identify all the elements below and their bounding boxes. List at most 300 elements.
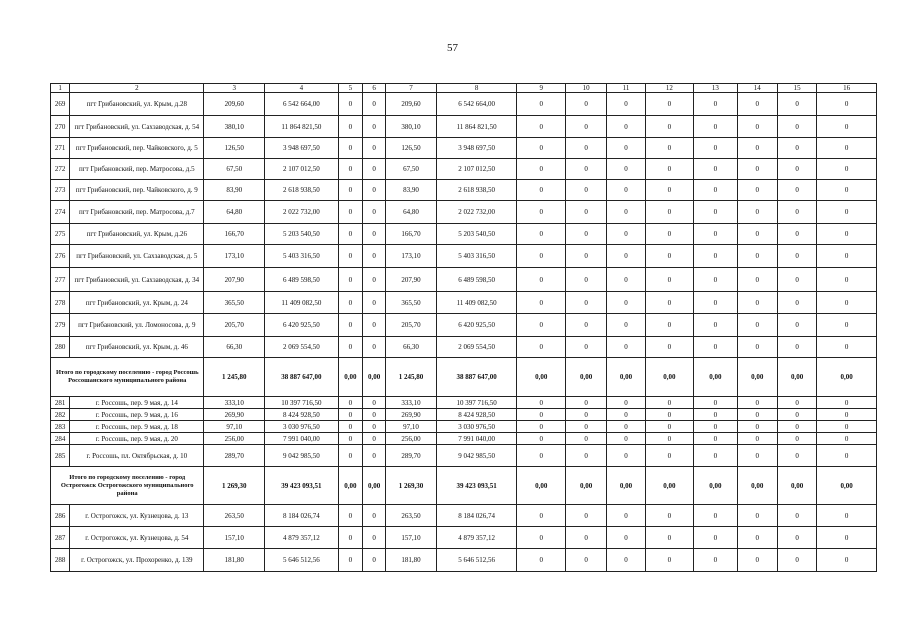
value-cell: 0 bbox=[694, 549, 737, 572]
value-cell: 0 bbox=[565, 159, 606, 180]
value-cell: 0 bbox=[645, 445, 693, 467]
table-row bbox=[51, 292, 877, 314]
value-cell: 6 489 598,50 bbox=[265, 268, 339, 292]
value-cell: 166,70 bbox=[386, 224, 436, 245]
value-cell: 0 bbox=[362, 549, 385, 572]
value-cell: 0 bbox=[362, 201, 385, 224]
subtotal-row bbox=[51, 358, 877, 397]
row-number-cell: 276 bbox=[51, 245, 70, 268]
value-cell: 333,10 bbox=[204, 397, 265, 409]
value-cell: 0,00 bbox=[777, 358, 816, 397]
value-cell: 289,70 bbox=[386, 445, 436, 467]
value-cell: 0 bbox=[517, 268, 565, 292]
value-cell: 97,10 bbox=[204, 421, 265, 433]
value-cell: 0 bbox=[694, 138, 737, 159]
row-number-cell: 281 bbox=[51, 397, 70, 409]
page-number: 57 bbox=[447, 42, 458, 54]
value-cell: 0 bbox=[517, 292, 565, 314]
value-cell: 0 bbox=[362, 138, 385, 159]
value-cell: 0 bbox=[362, 268, 385, 292]
row-number-cell: 282 bbox=[51, 409, 70, 421]
address-cell: г. Россошь, пер. 9 мая, д. 14 bbox=[70, 397, 204, 409]
value-cell: 126,50 bbox=[386, 138, 436, 159]
value-cell: 157,10 bbox=[386, 527, 436, 549]
column-number: 8 bbox=[436, 84, 517, 93]
address-cell: г. Острогожск, ул. Кузнецова, д. 13 bbox=[70, 505, 204, 527]
value-cell: 0 bbox=[517, 138, 565, 159]
value-cell: 0 bbox=[777, 224, 816, 245]
value-cell: 0 bbox=[777, 337, 816, 358]
value-cell: 0 bbox=[607, 314, 645, 337]
value-cell: 0 bbox=[517, 433, 565, 445]
row-number-cell: 277 bbox=[51, 268, 70, 292]
value-cell: 9 042 985,50 bbox=[436, 445, 517, 467]
value-cell: 0 bbox=[777, 527, 816, 549]
value-cell: 365,50 bbox=[204, 292, 265, 314]
value-cell: 0,00 bbox=[777, 467, 816, 505]
value-cell: 11 409 082,50 bbox=[265, 292, 339, 314]
value-cell: 83,90 bbox=[204, 180, 265, 201]
value-cell: 0 bbox=[362, 397, 385, 409]
value-cell: 10 397 716,50 bbox=[436, 397, 517, 409]
value-cell: 6 542 664,00 bbox=[265, 93, 339, 116]
table-row bbox=[51, 409, 877, 421]
value-cell: 39 423 093,51 bbox=[265, 467, 339, 505]
row-number-cell: 288 bbox=[51, 549, 70, 572]
value-cell: 0 bbox=[517, 549, 565, 572]
row-number-cell: 284 bbox=[51, 433, 70, 445]
value-cell: 0 bbox=[645, 505, 693, 527]
subtotal-label: Итого по городскому поселению - город Россошь Россошанского муниципального района bbox=[51, 358, 204, 397]
address-cell: г. Россошь, пер. 9 мая, д. 20 bbox=[70, 433, 204, 445]
value-cell: 4 879 357,12 bbox=[436, 527, 517, 549]
value-cell: 0 bbox=[517, 527, 565, 549]
value-cell: 0 bbox=[517, 397, 565, 409]
value-cell: 0 bbox=[694, 505, 737, 527]
value-cell: 0 bbox=[362, 433, 385, 445]
value-cell: 0 bbox=[607, 505, 645, 527]
value-cell: 0,00 bbox=[694, 467, 737, 505]
value-cell: 3 030 976,50 bbox=[265, 421, 339, 433]
value-cell: 0 bbox=[362, 93, 385, 116]
column-number: 5 bbox=[338, 84, 362, 93]
row-number-cell: 271 bbox=[51, 138, 70, 159]
value-cell: 0 bbox=[777, 159, 816, 180]
value-cell: 0 bbox=[565, 421, 606, 433]
value-cell: 166,70 bbox=[204, 224, 265, 245]
value-cell: 380,10 bbox=[386, 116, 436, 138]
address-cell: пгт Грибановский, пер. Матросова, д.5 bbox=[70, 159, 204, 180]
table-row bbox=[51, 138, 877, 159]
housing-register-table bbox=[50, 83, 877, 572]
value-cell: 0 bbox=[362, 159, 385, 180]
value-cell: 0 bbox=[694, 245, 737, 268]
value-cell: 0 bbox=[694, 201, 737, 224]
value-cell: 0 bbox=[645, 433, 693, 445]
value-cell: 0 bbox=[517, 224, 565, 245]
value-cell: 0 bbox=[338, 409, 362, 421]
value-cell: 67,50 bbox=[204, 159, 265, 180]
value-cell: 0 bbox=[737, 180, 777, 201]
value-cell: 0 bbox=[777, 268, 816, 292]
value-cell: 0 bbox=[737, 409, 777, 421]
value-cell: 0 bbox=[645, 201, 693, 224]
address-cell: пгт Грибановский, ул. Сахзаводская, д. 34 bbox=[70, 268, 204, 292]
value-cell: 0 bbox=[777, 292, 816, 314]
value-cell: 0 bbox=[817, 268, 877, 292]
value-cell: 0 bbox=[362, 314, 385, 337]
value-cell: 0 bbox=[607, 201, 645, 224]
row-number-cell: 285 bbox=[51, 445, 70, 467]
value-cell: 0 bbox=[338, 337, 362, 358]
value-cell: 0 bbox=[777, 314, 816, 337]
value-cell: 0,00 bbox=[517, 467, 565, 505]
value-cell: 126,50 bbox=[204, 138, 265, 159]
value-cell: 0 bbox=[737, 549, 777, 572]
value-cell: 0 bbox=[338, 445, 362, 467]
value-cell: 0 bbox=[817, 549, 877, 572]
value-cell: 2 107 012,50 bbox=[436, 159, 517, 180]
value-cell: 0 bbox=[645, 159, 693, 180]
value-cell: 83,90 bbox=[386, 180, 436, 201]
value-cell: 0 bbox=[694, 314, 737, 337]
value-cell: 263,50 bbox=[204, 505, 265, 527]
value-cell: 0 bbox=[338, 549, 362, 572]
value-cell: 0 bbox=[517, 505, 565, 527]
value-cell: 0 bbox=[362, 116, 385, 138]
value-cell: 0 bbox=[777, 549, 816, 572]
value-cell: 0,00 bbox=[362, 358, 385, 397]
value-cell: 0 bbox=[338, 245, 362, 268]
value-cell: 0 bbox=[362, 224, 385, 245]
value-cell: 0 bbox=[817, 505, 877, 527]
value-cell: 0 bbox=[737, 433, 777, 445]
column-number: 13 bbox=[694, 84, 737, 93]
value-cell: 0 bbox=[694, 409, 737, 421]
value-cell: 0 bbox=[607, 421, 645, 433]
value-cell: 0 bbox=[338, 527, 362, 549]
row-number-cell: 280 bbox=[51, 337, 70, 358]
value-cell: 0 bbox=[737, 527, 777, 549]
value-cell: 0 bbox=[338, 159, 362, 180]
table-row bbox=[51, 549, 877, 572]
value-cell: 0 bbox=[565, 445, 606, 467]
value-cell: 289,70 bbox=[204, 445, 265, 467]
value-cell: 0 bbox=[645, 314, 693, 337]
value-cell: 0 bbox=[645, 527, 693, 549]
value-cell: 0 bbox=[565, 549, 606, 572]
value-cell: 2 022 732,00 bbox=[265, 201, 339, 224]
value-cell: 0 bbox=[517, 245, 565, 268]
value-cell: 0 bbox=[817, 93, 877, 116]
value-cell: 209,60 bbox=[386, 93, 436, 116]
value-cell: 0 bbox=[694, 180, 737, 201]
value-cell: 0 bbox=[607, 527, 645, 549]
value-cell: 38 887 647,00 bbox=[265, 358, 339, 397]
table-row bbox=[51, 116, 877, 138]
value-cell: 0 bbox=[645, 292, 693, 314]
row-number-cell: 286 bbox=[51, 505, 70, 527]
value-cell: 0,00 bbox=[607, 358, 645, 397]
table-row bbox=[51, 527, 877, 549]
value-cell: 8 424 928,50 bbox=[265, 409, 339, 421]
value-cell: 0 bbox=[338, 224, 362, 245]
column-number: 6 bbox=[362, 84, 385, 93]
value-cell: 0 bbox=[817, 245, 877, 268]
value-cell: 0 bbox=[607, 292, 645, 314]
address-cell: пгт Грибановский, ул. Крым, д. 46 bbox=[70, 337, 204, 358]
value-cell: 0 bbox=[362, 409, 385, 421]
value-cell: 173,10 bbox=[386, 245, 436, 268]
value-cell: 0 bbox=[565, 314, 606, 337]
value-cell: 181,80 bbox=[204, 549, 265, 572]
value-cell: 0 bbox=[694, 433, 737, 445]
value-cell: 0 bbox=[737, 337, 777, 358]
value-cell: 0 bbox=[694, 292, 737, 314]
column-number: 1 bbox=[51, 84, 70, 93]
value-cell: 0,00 bbox=[737, 467, 777, 505]
value-cell: 8 424 928,50 bbox=[436, 409, 517, 421]
value-cell: 0 bbox=[362, 505, 385, 527]
value-cell: 157,10 bbox=[204, 527, 265, 549]
value-cell: 205,70 bbox=[386, 314, 436, 337]
value-cell: 365,50 bbox=[386, 292, 436, 314]
value-cell: 269,90 bbox=[204, 409, 265, 421]
value-cell: 97,10 bbox=[386, 421, 436, 433]
value-cell: 0 bbox=[607, 409, 645, 421]
value-cell: 0 bbox=[777, 116, 816, 138]
value-cell: 0,00 bbox=[565, 467, 606, 505]
value-cell: 380,10 bbox=[204, 116, 265, 138]
value-cell: 0 bbox=[607, 337, 645, 358]
value-cell: 1 269,30 bbox=[386, 467, 436, 505]
value-cell: 0 bbox=[338, 93, 362, 116]
value-cell: 0,00 bbox=[817, 358, 877, 397]
value-cell: 0 bbox=[817, 138, 877, 159]
value-cell: 0 bbox=[645, 180, 693, 201]
value-cell: 2 618 938,50 bbox=[265, 180, 339, 201]
value-cell: 0 bbox=[645, 138, 693, 159]
value-cell: 0 bbox=[607, 180, 645, 201]
address-cell: пгт Грибановский, пер. Матросова, д.7 bbox=[70, 201, 204, 224]
value-cell: 0 bbox=[777, 245, 816, 268]
value-cell: 0 bbox=[737, 445, 777, 467]
value-cell: 0 bbox=[517, 116, 565, 138]
value-cell: 0 bbox=[362, 180, 385, 201]
value-cell: 7 991 040,00 bbox=[436, 433, 517, 445]
row-number-cell: 272 bbox=[51, 159, 70, 180]
value-cell: 4 879 357,12 bbox=[265, 527, 339, 549]
address-cell: пгт Грибановский, ул. Крым, д. 24 bbox=[70, 292, 204, 314]
value-cell: 0 bbox=[737, 314, 777, 337]
value-cell: 0 bbox=[517, 159, 565, 180]
table-row bbox=[51, 180, 877, 201]
address-cell: пгт Грибановский, пер. Чайковского, д. 9 bbox=[70, 180, 204, 201]
value-cell: 0 bbox=[517, 93, 565, 116]
value-cell: 0 bbox=[737, 245, 777, 268]
value-cell: 0 bbox=[565, 224, 606, 245]
row-number-cell: 283 bbox=[51, 421, 70, 433]
table-row bbox=[51, 433, 877, 445]
column-number: 3 bbox=[204, 84, 265, 93]
value-cell: 8 184 026,74 bbox=[265, 505, 339, 527]
value-cell: 0 bbox=[694, 445, 737, 467]
table-row bbox=[51, 245, 877, 268]
value-cell: 6 542 664,00 bbox=[436, 93, 517, 116]
value-cell: 0 bbox=[817, 314, 877, 337]
value-cell: 2 069 554,50 bbox=[265, 337, 339, 358]
table-row bbox=[51, 201, 877, 224]
value-cell: 0 bbox=[645, 549, 693, 572]
column-number: 4 bbox=[265, 84, 339, 93]
value-cell: 6 420 925,50 bbox=[436, 314, 517, 337]
value-cell: 66,30 bbox=[386, 337, 436, 358]
value-cell: 0 bbox=[517, 445, 565, 467]
value-cell: 1 245,80 bbox=[386, 358, 436, 397]
value-cell: 5 203 540,50 bbox=[436, 224, 517, 245]
value-cell: 5 403 316,50 bbox=[436, 245, 517, 268]
value-cell: 0 bbox=[645, 397, 693, 409]
value-cell: 269,90 bbox=[386, 409, 436, 421]
value-cell: 0 bbox=[565, 292, 606, 314]
value-cell: 0 bbox=[817, 116, 877, 138]
value-cell: 0 bbox=[694, 337, 737, 358]
table-row bbox=[51, 268, 877, 292]
row-number-cell: 269 bbox=[51, 93, 70, 116]
value-cell: 0 bbox=[565, 409, 606, 421]
column-number: 16 bbox=[817, 84, 877, 93]
value-cell: 0 bbox=[694, 268, 737, 292]
row-number-cell: 278 bbox=[51, 292, 70, 314]
column-number: 15 bbox=[777, 84, 816, 93]
value-cell: 0 bbox=[737, 505, 777, 527]
value-cell: 0 bbox=[362, 445, 385, 467]
subtotal-label: Итого по городскому поселению - город Острогожск Острогожского муниципального района bbox=[51, 467, 204, 505]
value-cell: 0 bbox=[338, 433, 362, 445]
value-cell: 0 bbox=[737, 292, 777, 314]
value-cell: 0 bbox=[737, 93, 777, 116]
value-cell: 0 bbox=[737, 116, 777, 138]
value-cell: 0 bbox=[565, 337, 606, 358]
value-cell: 0 bbox=[607, 116, 645, 138]
value-cell: 0,00 bbox=[338, 467, 362, 505]
value-cell: 0,00 bbox=[338, 358, 362, 397]
column-number: 11 bbox=[607, 84, 645, 93]
value-cell: 0 bbox=[645, 93, 693, 116]
value-cell: 181,80 bbox=[386, 549, 436, 572]
value-cell: 0 bbox=[777, 93, 816, 116]
column-number: 2 bbox=[70, 84, 204, 93]
value-cell: 0 bbox=[777, 138, 816, 159]
value-cell: 0 bbox=[607, 138, 645, 159]
value-cell: 0 bbox=[607, 397, 645, 409]
value-cell: 64,80 bbox=[204, 201, 265, 224]
value-cell: 0 bbox=[645, 337, 693, 358]
table-row bbox=[51, 314, 877, 337]
value-cell: 0 bbox=[338, 421, 362, 433]
value-cell: 0 bbox=[694, 397, 737, 409]
table-row bbox=[51, 159, 877, 180]
value-cell: 0 bbox=[817, 201, 877, 224]
row-number-cell: 273 bbox=[51, 180, 70, 201]
table-row bbox=[51, 505, 877, 527]
value-cell: 0 bbox=[565, 505, 606, 527]
value-cell: 3 948 697,50 bbox=[436, 138, 517, 159]
table-row bbox=[51, 445, 877, 467]
row-number-cell: 270 bbox=[51, 116, 70, 138]
value-cell: 0 bbox=[777, 409, 816, 421]
value-cell: 256,00 bbox=[386, 433, 436, 445]
value-cell: 10 397 716,50 bbox=[265, 397, 339, 409]
address-cell: пгт Грибановский, ул. Сахзаводская, д. 54 bbox=[70, 116, 204, 138]
value-cell: 207,90 bbox=[204, 268, 265, 292]
value-cell: 2 069 554,50 bbox=[436, 337, 517, 358]
value-cell: 0 bbox=[737, 268, 777, 292]
value-cell: 64,80 bbox=[386, 201, 436, 224]
value-cell: 333,10 bbox=[386, 397, 436, 409]
address-cell: пгт Грибановский, ул. Крым, д.26 bbox=[70, 224, 204, 245]
value-cell: 0 bbox=[517, 201, 565, 224]
row-number-cell: 275 bbox=[51, 224, 70, 245]
value-cell: 0 bbox=[694, 116, 737, 138]
address-cell: г. Острогожск, ул. Прохоренко, д. 139 bbox=[70, 549, 204, 572]
value-cell: 0 bbox=[817, 159, 877, 180]
value-cell: 0 bbox=[777, 180, 816, 201]
value-cell: 0 bbox=[338, 201, 362, 224]
value-cell: 66,30 bbox=[204, 337, 265, 358]
value-cell: 0 bbox=[338, 268, 362, 292]
value-cell: 0,00 bbox=[737, 358, 777, 397]
value-cell: 0,00 bbox=[645, 467, 693, 505]
value-cell: 0 bbox=[338, 314, 362, 337]
address-cell: пгт Грибановский, ул. Сахзаводская, д. 5 bbox=[70, 245, 204, 268]
value-cell: 5 203 540,50 bbox=[265, 224, 339, 245]
value-cell: 0 bbox=[694, 527, 737, 549]
value-cell: 0 bbox=[817, 433, 877, 445]
value-cell: 2 618 938,50 bbox=[436, 180, 517, 201]
row-number-cell: 274 bbox=[51, 201, 70, 224]
value-cell: 0 bbox=[338, 180, 362, 201]
value-cell: 0 bbox=[737, 201, 777, 224]
value-cell: 0 bbox=[694, 421, 737, 433]
value-cell: 0 bbox=[645, 224, 693, 245]
value-cell: 6 489 598,50 bbox=[436, 268, 517, 292]
value-cell: 0 bbox=[817, 180, 877, 201]
value-cell: 0 bbox=[565, 268, 606, 292]
value-cell: 0,00 bbox=[645, 358, 693, 397]
value-cell: 0 bbox=[777, 201, 816, 224]
value-cell: 0 bbox=[565, 116, 606, 138]
column-number-row bbox=[51, 84, 877, 93]
value-cell: 0 bbox=[694, 224, 737, 245]
value-cell: 6 420 925,50 bbox=[265, 314, 339, 337]
value-cell: 0 bbox=[777, 421, 816, 433]
value-cell: 0 bbox=[777, 433, 816, 445]
value-cell: 0 bbox=[777, 445, 816, 467]
value-cell: 0 bbox=[817, 292, 877, 314]
value-cell: 0 bbox=[517, 180, 565, 201]
value-cell: 0 bbox=[607, 268, 645, 292]
value-cell: 0,00 bbox=[362, 467, 385, 505]
address-cell: г. Россошь, пл. Октябрьская, д. 10 bbox=[70, 445, 204, 467]
value-cell: 263,50 bbox=[386, 505, 436, 527]
address-cell: г. Россошь, пер. 9 мая, д. 16 bbox=[70, 409, 204, 421]
value-cell: 0 bbox=[817, 527, 877, 549]
value-cell: 0 bbox=[645, 409, 693, 421]
value-cell: 0 bbox=[777, 397, 816, 409]
table-row bbox=[51, 337, 877, 358]
value-cell: 0 bbox=[517, 314, 565, 337]
